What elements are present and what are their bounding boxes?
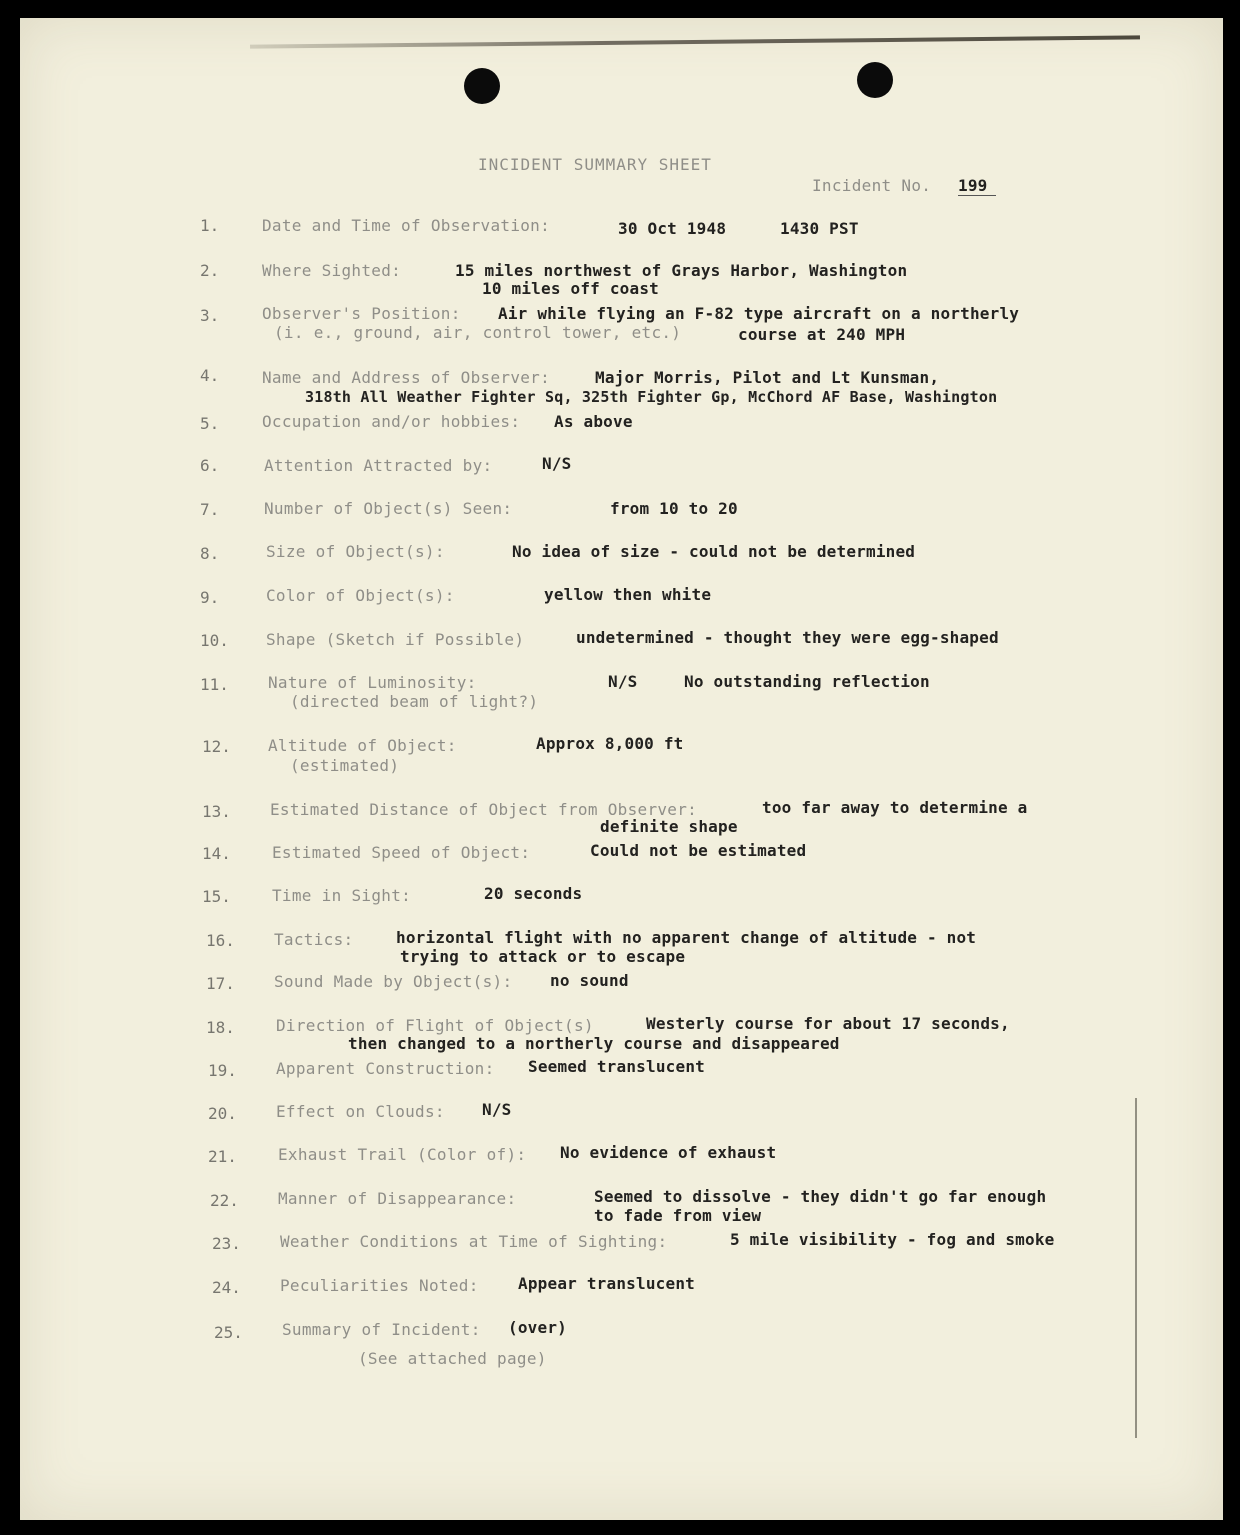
top-rule: [250, 35, 1140, 48]
item-sublabel: (directed beam of light?): [290, 692, 539, 711]
item-label: Number of Object(s) Seen:: [264, 499, 513, 518]
item-label: Peculiarities Noted:: [280, 1276, 479, 1295]
item-number: 17.: [206, 974, 235, 993]
item-number: 11.: [200, 675, 229, 694]
item-value: Could not be estimated: [590, 841, 807, 860]
item-label: Observer's Position:: [262, 304, 461, 323]
item-number: 7.: [200, 500, 220, 519]
item-label: Shape (Sketch if Possible): [266, 630, 525, 649]
item-label: Where Sighted:: [262, 261, 402, 280]
item-label: Direction of Flight of Object(s): [276, 1016, 594, 1035]
item-value: (over): [508, 1318, 567, 1337]
item-value: 15 miles northwest of Grays Harbor, Washington: [455, 261, 908, 280]
incident-number-label: Incident No.: [812, 176, 932, 195]
item-label: Manner of Disappearance:: [278, 1189, 517, 1208]
item-number: 10.: [200, 631, 229, 650]
item-value: As above: [554, 412, 633, 431]
item-value: from 10 to 20: [610, 499, 738, 518]
item-value: N/S: [542, 454, 572, 473]
item-number: 5.: [200, 414, 220, 433]
item-sublabel: (See attached page): [358, 1349, 547, 1368]
item-value: trying to attack or to escape: [400, 947, 686, 966]
item-sublabel: (i. e., ground, air, control tower, etc.): [274, 323, 682, 342]
item-label: Name and Address of Observer:: [262, 368, 551, 387]
item-value: 20 seconds: [484, 884, 583, 903]
item-value: too far away to determine a: [762, 798, 1028, 817]
punch-hole-right: [857, 62, 893, 98]
item-label: Altitude of Object:: [268, 736, 457, 755]
item-value: horizontal flight with no apparent change of altitude - not: [396, 928, 977, 947]
item-value: No evidence of exhaust: [560, 1143, 777, 1162]
item-value: 1430 PST: [780, 219, 859, 238]
item-number: 16.: [206, 931, 235, 950]
item-value: No idea of size - could not be determined: [512, 542, 916, 561]
margin-rule: [1135, 1098, 1137, 1438]
item-label: Occupation and/or hobbies:: [262, 412, 521, 431]
item-sublabel: (estimated): [290, 756, 400, 775]
item-value: 10 miles off coast: [482, 279, 659, 298]
item-value: Approx 8,000 ft: [536, 734, 684, 753]
item-value: 5 mile visibility - fog and smoke: [730, 1230, 1055, 1249]
item-label: Date and Time of Observation:: [262, 216, 551, 235]
item-number: 4.: [200, 366, 220, 385]
item-value: definite shape: [600, 817, 738, 836]
item-label: Tactics:: [274, 930, 354, 949]
item-value: N/S: [608, 672, 638, 691]
item-value: yellow then white: [544, 585, 712, 604]
item-label: Summary of Incident:: [282, 1320, 481, 1339]
item-number: 14.: [202, 844, 231, 863]
item-number: 9.: [200, 588, 220, 607]
item-number: 23.: [212, 1234, 241, 1253]
item-label: Effect on Clouds:: [276, 1102, 445, 1121]
document-page: [20, 18, 1223, 1520]
item-number: 24.: [212, 1278, 241, 1297]
item-label: Weather Conditions at Time of Sighting:: [280, 1232, 668, 1251]
punch-hole-left: [464, 68, 500, 104]
item-label: Sound Made by Object(s):: [274, 972, 513, 991]
item-label: Color of Object(s):: [266, 586, 455, 605]
item-value: no sound: [550, 971, 629, 990]
item-value: then changed to a northerly course and disappeared: [348, 1034, 840, 1053]
item-number: 12.: [202, 737, 231, 756]
item-value: Major Morris, Pilot and Lt Kunsman,: [595, 368, 940, 387]
item-value: Air while flying an F-82 type aircraft on a northerly: [498, 304, 1020, 323]
item-label: Estimated Speed of Object:: [272, 843, 531, 862]
item-number: 1.: [200, 216, 220, 235]
item-number: 2.: [200, 261, 220, 280]
item-number: 25.: [214, 1323, 243, 1342]
item-number: 18.: [206, 1018, 235, 1037]
item-value: Westerly course for about 17 seconds,: [646, 1014, 1010, 1033]
item-label: Estimated Distance of Object from Observer:: [270, 800, 698, 819]
incident-number: 199: [958, 176, 996, 196]
item-value: Seemed translucent: [528, 1057, 705, 1076]
item-label: Attention Attracted by:: [264, 456, 493, 475]
item-value: 30 Oct 1948: [618, 219, 727, 238]
item-number: 22.: [210, 1191, 239, 1210]
item-number: 3.: [200, 306, 220, 325]
item-number: 19.: [208, 1061, 237, 1080]
item-value: undetermined - thought they were egg-shaped: [576, 628, 999, 647]
item-number: 21.: [208, 1147, 237, 1166]
item-label: Exhaust Trail (Color of):: [278, 1145, 527, 1164]
item-label: Apparent Construction:: [276, 1059, 495, 1078]
item-value: N/S: [482, 1100, 512, 1119]
item-label: Nature of Luminosity:: [268, 673, 477, 692]
item-label: Size of Object(s):: [266, 542, 445, 561]
item-number: 15.: [202, 887, 231, 906]
item-label: Time in Sight:: [272, 886, 412, 905]
item-number: 13.: [202, 802, 231, 821]
item-number: 8.: [200, 544, 220, 563]
item-value: Seemed to dissolve - they didn't go far enough: [594, 1187, 1047, 1206]
item-value: 318th All Weather Fighter Sq, 325th Fighter Gp, McChord AF Base, Washington: [305, 388, 998, 406]
item-number: 6.: [200, 456, 220, 475]
form-title: INCIDENT SUMMARY SHEET: [478, 155, 712, 174]
item-value: No outstanding reflection: [684, 672, 930, 691]
item-number: 20.: [208, 1104, 237, 1123]
item-value: course at 240 MPH: [738, 325, 906, 344]
item-value: to fade from view: [594, 1206, 762, 1225]
item-value: Appear translucent: [518, 1274, 695, 1293]
